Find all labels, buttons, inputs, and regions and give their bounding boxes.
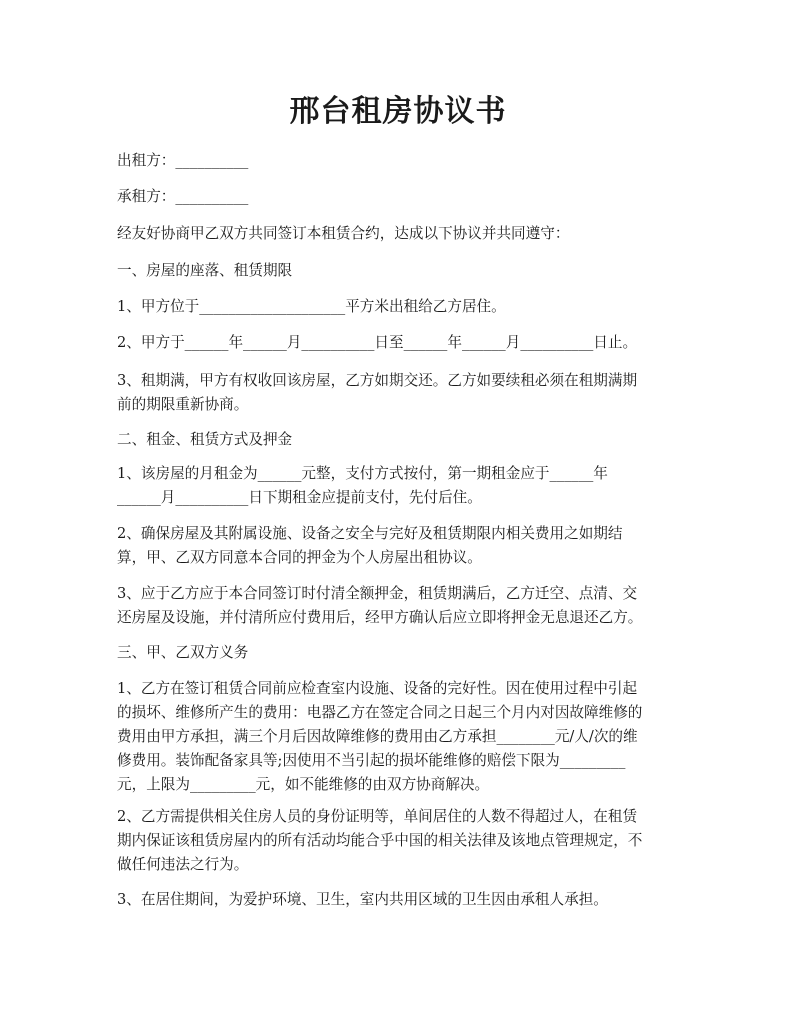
section3-item1-line: 元，上限为_________元，如不能维修的由双方协商解决。 xyxy=(117,776,490,793)
section2-item3-line: 还房屋及设施，并付清所应付费用后，经甲方确认后应立即将押金无息退还乙方。 xyxy=(117,609,643,626)
section3-item2 xyxy=(117,805,685,877)
section2-item3-line: 3、应于乙方应于本合同签订时付清全额押金，租赁期满后，乙方迁空、点清、交 xyxy=(117,585,638,602)
section2-item1-line: ______月__________日下期租金应提前支付，先付后住。 xyxy=(117,489,482,506)
section2-heading: 二、租金、租赁方式及押金 xyxy=(117,431,293,448)
section1-item1: 1、甲方位于____________________平方米出租给乙方居住。 xyxy=(117,298,506,315)
section2-item1-line: 1、该房屋的月租金为______元整，支付方式按付，第一期租金应于______年 xyxy=(117,465,608,482)
section3-item1-line: 修费用。装饰配备家具等;因使用不当引起的损坏能维修的赔偿下限为_________ xyxy=(117,752,626,769)
section1-heading: 一、房屋的座落、租赁期限 xyxy=(117,262,293,279)
section2-item2 xyxy=(117,522,685,570)
section3-item1-line: 1、乙方在签订租赁合同前应检查室内设施、设备的完好性。因在使用过程中引起 xyxy=(117,680,638,697)
section1-item3 xyxy=(117,369,685,417)
document-title: 邢台租房协议书 xyxy=(289,94,507,129)
section2-item2-line: 2、确保房屋及其附属设施、设备之安全与完好及租赁期限内相关费用之如期结 xyxy=(117,525,623,542)
section3-item1-line: 的损坏、维修所产生的费用：电器乙方在签定合同之日起三个月内对因故障维修的 xyxy=(117,704,643,721)
section2-item1 xyxy=(117,462,685,510)
intro-paragraph: 经友好协商甲乙双方共同签订本租赁合约，达成以下协议并共同遵守： xyxy=(117,225,570,242)
lessee-line: 承租方：__________ xyxy=(117,188,249,205)
section3-item2-line: 2、乙方需提供相关住房人员的身份证明等，单间居住的人数不得超过人，在租赁 xyxy=(117,808,638,825)
section3-item1-line: 费用由甲方承担，满三个月后因故障维修的费用由乙方承担________元/人/次的维 xyxy=(117,728,638,745)
section1-item2: 2、甲方于______年______月__________日至______年______月__________日止。 xyxy=(117,334,638,351)
section2-item3 xyxy=(117,582,685,630)
section1-item3-line: 3、租期满，甲方有权收回该房屋，乙方如期交还。乙方如要续租必须在租期满期 xyxy=(117,372,638,389)
section3-item2-line: 期内保证该租赁房屋内的所有活动均能合乎中国的相关法律及该地点管理规定，不 xyxy=(117,832,643,849)
lessor-line: 出租方：__________ xyxy=(117,152,249,169)
section2-item2-line: 算，甲、乙双方同意本合同的押金为个人房屋出租协议。 xyxy=(117,549,482,566)
section1-item3-line: 前的期限重新协商。 xyxy=(117,396,249,413)
section3-item3: 3、在居住期间，为爱护环境、卫生，室内共用区域的卫生因由承租人承担。 xyxy=(117,891,608,908)
section3-item1 xyxy=(117,677,685,797)
section3-item2-line: 做任何违法之行为。 xyxy=(117,856,249,873)
section3-heading: 三、甲、乙双方义务 xyxy=(117,644,249,661)
